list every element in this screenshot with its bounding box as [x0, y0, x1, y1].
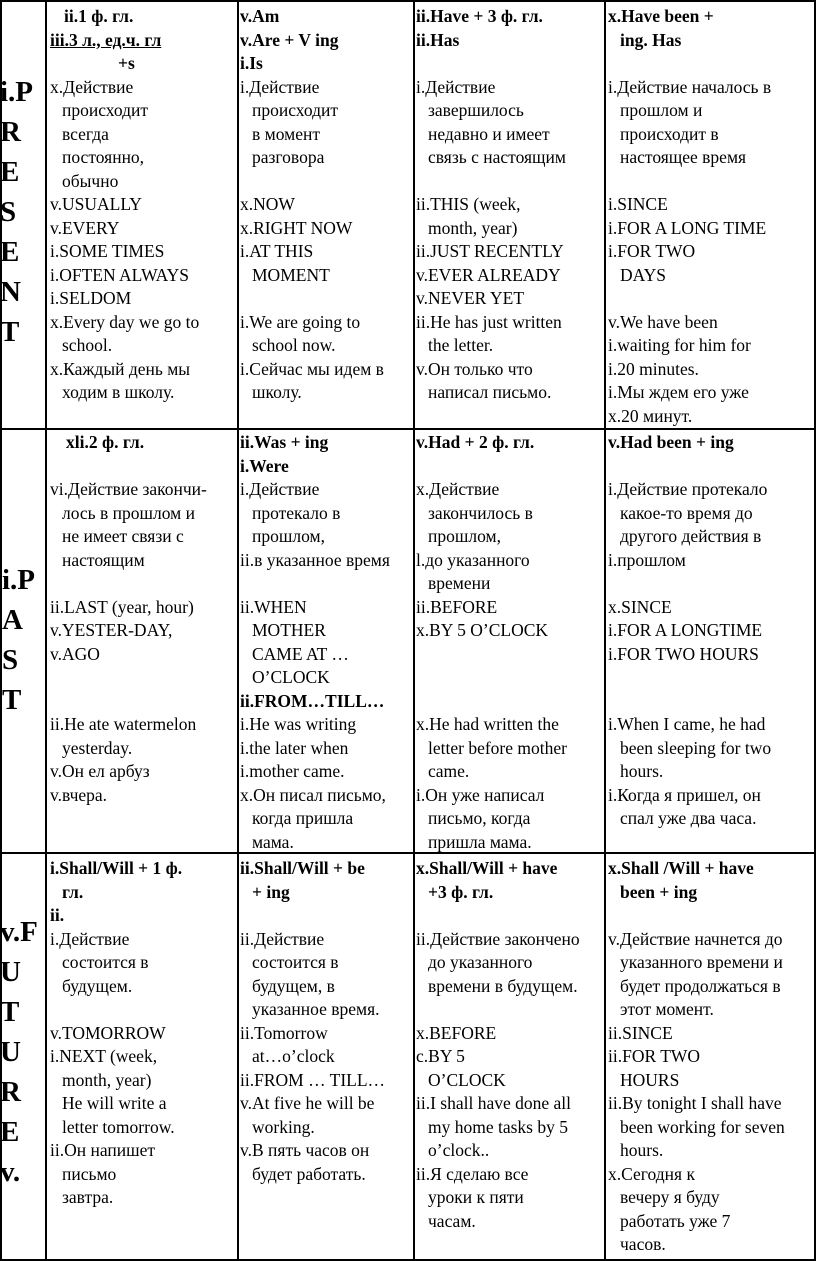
cell-line: ii.JUST RECENTLY	[416, 241, 564, 261]
cell-line: завтра.	[62, 1187, 114, 1207]
cell-line: происходит в	[620, 123, 719, 144]
cell-line: x.20 минут.	[608, 405, 693, 426]
cell-line: ii.	[50, 905, 65, 925]
cell-line: уроки к пяти	[428, 1187, 524, 1207]
cell-line: будущем.	[62, 975, 133, 996]
cell-line: ii.THIS (week,	[416, 194, 521, 214]
cell-line: состоится в	[252, 952, 339, 972]
cell-line: +s	[118, 53, 135, 73]
cell-line: been working for seven	[620, 1116, 785, 1137]
tense-label-letter: E	[0, 1116, 20, 1148]
cell-line: пришла мама.	[428, 831, 532, 852]
cell-line: часам.	[428, 1210, 476, 1231]
tense-label-letter: T	[2, 684, 22, 716]
cell-line: x.Действие	[50, 76, 134, 97]
cell-line: x.NOW	[240, 194, 295, 214]
row-divider	[0, 852, 816, 854]
cell-line: работать уже 7	[620, 1210, 731, 1231]
cell-line: school now.	[252, 335, 336, 355]
cell-line: часов.	[620, 1234, 666, 1254]
cell-line: month, year)	[62, 1069, 152, 1090]
cell-line: x.RIGHT NOW	[240, 217, 353, 238]
cell-line: HOURS	[620, 1069, 680, 1090]
cell-line: когда пришла	[252, 808, 354, 828]
cell-line: происходит	[252, 100, 339, 120]
tense-label-letter: U	[0, 1036, 21, 1068]
cell-line: v.EVERY	[50, 217, 120, 238]
cell-line: l.до указанного	[416, 549, 530, 570]
cell-line: всегда	[62, 123, 109, 144]
cell-line: ing. Has	[620, 29, 682, 50]
cell-line: ii.Tomorrow	[240, 1022, 328, 1043]
cell-line: вечеру я буду	[620, 1187, 720, 1207]
cell-line: x.Shall /Will + have	[608, 858, 754, 878]
cell-line: будет продолжаться в	[620, 975, 781, 996]
cell-line: O’CLOCK	[252, 667, 330, 687]
cell-line: x.Shall/Will + have	[416, 858, 558, 878]
tense-label-letter: T	[0, 316, 20, 348]
cell-line: the letter.	[428, 335, 494, 355]
table-border-top	[0, 0, 816, 2]
cell-line: обычно	[62, 170, 119, 191]
tense-label-letter: i.P	[2, 564, 36, 596]
cell-line: указанного времени и	[620, 952, 783, 972]
cell-line: x.Сегодня к	[608, 1163, 695, 1184]
cell-line: v.YESTER-DAY,	[50, 620, 173, 640]
cell-line: i.Действие протекало	[608, 479, 768, 499]
cell-line: letter tomorrow.	[62, 1116, 175, 1137]
cell-line: ii.1 ф. гл.	[64, 6, 134, 26]
cell-line: He will write a	[62, 1093, 167, 1113]
cell-line: v.Действие начнется до	[608, 928, 783, 949]
cell-line: hours.	[620, 1140, 664, 1160]
tense-label-letter: E	[0, 156, 20, 188]
cell-line: прошлом и	[620, 100, 703, 120]
cell-line: протекало в	[252, 502, 341, 523]
cell-line: ii.Was + ing	[240, 432, 329, 452]
cell-line: школу.	[252, 382, 302, 402]
cell-line: v.Are + V ing	[240, 29, 339, 50]
cell-line: ii.FROM … TILL…	[240, 1069, 386, 1090]
cell-line: letter before mother	[428, 737, 567, 758]
cell-line: ii.He ate watermelon	[50, 714, 197, 734]
cell-line: iii.3 л., ед.ч. гл	[50, 29, 162, 50]
cell-line: времени в будущем.	[428, 975, 578, 996]
cell-line: i.NEXT (week,	[50, 1046, 158, 1066]
cell-line: в момент	[252, 123, 320, 144]
cell-line: ii.Has	[416, 29, 460, 50]
cell-line: письмо	[62, 1163, 117, 1184]
cell-line: ii.Shall/Will + be	[240, 858, 365, 878]
cell-line: i.Он уже написал	[416, 784, 545, 805]
cell-line: x.Каждый день мы	[50, 358, 191, 379]
tense-label-letter: v.	[0, 1156, 21, 1188]
cell-line: ii.Действие	[240, 928, 325, 949]
cell-line: ii.BEFORE	[416, 596, 498, 617]
cell-line: i.прошлом	[608, 549, 686, 570]
cell-line: hours.	[620, 761, 664, 781]
cell-line: i.SELDOM	[50, 288, 132, 308]
tense-label-letter: N	[0, 276, 21, 308]
tense-label-letter: T	[0, 996, 20, 1028]
cell-line: i.Действие началось в	[608, 76, 772, 97]
cell-line: i.FOR A LONGTIME	[608, 620, 763, 640]
cell-line: i.waiting for him for	[608, 335, 751, 355]
cell-line: i.Когда я пришел, он	[608, 784, 761, 805]
cell-line: ii.SINCE	[608, 1022, 673, 1043]
cell-line: i.Действие	[50, 928, 130, 949]
cell-line: какое-то время до	[620, 502, 753, 523]
cell-line: v.Had been + ing	[608, 432, 734, 452]
cell-line: x.Have been +	[608, 6, 714, 26]
cell-line: другого действия в	[620, 526, 762, 546]
cell-line: гл.	[62, 881, 84, 902]
tense-label-future	[0, 912, 38, 1192]
cell-line: i.Действие	[416, 76, 496, 97]
cell-line: закончилось в	[428, 502, 533, 523]
cell-line: v.AGO	[50, 643, 100, 664]
tense-label-present	[0, 72, 33, 352]
cell-line: i.20 minutes.	[608, 358, 699, 379]
cell-line: v.вчера.	[50, 784, 108, 805]
cell-line: ii.Действие закончено	[416, 928, 580, 949]
cell-line: v.В пять часов он	[240, 1140, 370, 1160]
tense-label-letter: v.F	[0, 916, 38, 948]
cell-line: v.EVER ALREADY	[416, 264, 561, 285]
cell-line: i.Сейчас мы идем в	[240, 358, 384, 379]
cell-line: i.He was writing	[240, 714, 357, 734]
cell-line: ii.Have + 3 ф. гл.	[416, 6, 543, 26]
cell-line: i.When I came, he had	[608, 714, 766, 734]
cell-line: ii.Я сделаю все	[416, 1163, 529, 1184]
cell-line: v.At five he will be	[240, 1093, 375, 1113]
cell-line: ii.FROM…TILL…	[240, 690, 385, 711]
cell-line: v.NEVER YET	[416, 288, 525, 308]
cell-line: ii.WHEN	[240, 596, 307, 617]
cell-line: ii.I shall have done all	[416, 1093, 572, 1113]
cell-line: i.SOME TIMES	[50, 241, 165, 261]
tense-label-letter: i.P	[0, 76, 34, 108]
cell-line: i.FOR A LONG TIME	[608, 217, 767, 238]
cell-line: разговора	[252, 147, 325, 167]
cell-line: v.USUALLY	[50, 194, 142, 214]
cell-line: at…o’clock	[252, 1046, 335, 1066]
tense-label-letter: R	[0, 116, 21, 148]
cell-line: been + ing	[620, 881, 698, 902]
cell-line: x.He had written the	[416, 714, 559, 734]
cell-line: i.Мы ждем его уже	[608, 382, 749, 402]
cell-line: x.Он писал письмо,	[240, 784, 386, 805]
cell-line: i.mother came.	[240, 761, 345, 781]
tense-label-letter: S	[2, 644, 19, 676]
cell-line: month, year)	[428, 217, 518, 238]
cell-line: прошлом,	[252, 526, 325, 546]
cell-line: my home tasks by 5	[428, 1116, 568, 1137]
cell-line: v.TOMORROW	[50, 1022, 166, 1043]
cell-line: до указанного	[428, 952, 533, 972]
cell-line: ходим в школу.	[62, 382, 175, 402]
column-divider	[413, 0, 415, 1261]
cell-line: письмо, когда	[428, 808, 531, 828]
cell-line: i.Действие	[240, 76, 320, 97]
cell-line: этот момент.	[620, 999, 714, 1019]
cell-line: i.Is	[240, 53, 263, 73]
cell-line: x.Every day we go to	[50, 311, 200, 332]
cell-line: ii.LAST (year, hour)	[50, 596, 194, 617]
cell-line: o’clock..	[428, 1140, 490, 1160]
cell-line: i.Действие	[240, 479, 320, 499]
tense-label-letter: R	[0, 1076, 21, 1108]
cell-line: i.FOR TWO HOURS	[608, 643, 759, 664]
cell-line: ii.FOR TWO	[608, 1046, 701, 1066]
column-divider	[604, 0, 606, 1261]
cell-line: DAYS	[620, 264, 667, 285]
cell-line: i.Were	[240, 455, 289, 476]
cell-line: связь с настоящим	[428, 147, 566, 167]
cell-line: xli.2 ф. гл.	[66, 432, 145, 452]
cell-line: ii.в указанное время	[240, 549, 390, 570]
cell-line: будущем, в	[252, 975, 335, 996]
cell-line: настоящее время	[620, 147, 747, 167]
cell-line: x.BY 5 O’CLOCK	[416, 620, 549, 640]
cell-line: MOMENT	[252, 264, 330, 285]
tense-label-letter: A	[2, 604, 23, 636]
cell-line: +3 ф. гл.	[428, 881, 494, 902]
cell-line: x.BEFORE	[416, 1022, 497, 1043]
cell-line: i.AT THIS	[240, 241, 314, 261]
cell-line: x.Действие	[416, 479, 500, 499]
cell-line: написал письмо.	[428, 382, 552, 402]
cell-line: v.Am	[240, 6, 280, 26]
cell-line: i.the later when	[240, 737, 349, 758]
cell-line: + ing	[252, 881, 290, 902]
cell-line: v.We have been	[608, 311, 718, 332]
cell-line: i.SINCE	[608, 194, 668, 214]
cell-line: c.BY 5	[416, 1046, 465, 1066]
cell-line: yesterday.	[62, 737, 133, 758]
cell-line: O’CLOCK	[428, 1069, 506, 1090]
cell-line: прошлом,	[428, 526, 501, 546]
tense-label-letter: U	[0, 956, 21, 988]
cell-line: будет работать.	[252, 1163, 366, 1184]
cell-line: завершилось	[428, 100, 524, 120]
tense-label-past	[2, 560, 35, 720]
cell-line: происходит	[62, 100, 149, 120]
cell-line: v.Он только что	[416, 358, 533, 379]
cell-line: been sleeping for two	[620, 737, 772, 758]
cell-line: состоится в	[62, 952, 149, 972]
cell-line: ii.Он напишет	[50, 1140, 155, 1160]
tense-label-letter: S	[0, 196, 17, 228]
column-divider	[237, 0, 239, 1261]
cell-line: vi.Действие закончи-	[50, 479, 207, 499]
cell-line: i.Shall/Will + 1 ф.	[50, 858, 183, 878]
cell-line: MOTHER	[252, 620, 326, 640]
cell-line: working.	[252, 1116, 315, 1137]
cell-line: не имеет связи с	[62, 526, 184, 546]
cell-line: постоянно,	[62, 147, 145, 167]
cell-line: указанное время.	[252, 999, 380, 1019]
cell-line: CAME AT …	[252, 643, 349, 664]
cell-line: настоящим	[62, 549, 145, 570]
cell-line: v.Had + 2 ф. гл.	[416, 432, 535, 452]
cell-line: мама.	[252, 831, 294, 852]
cell-line: came.	[428, 761, 470, 781]
cell-line: ii.He has just written	[416, 311, 562, 332]
cell-line: i.We are going to	[240, 311, 361, 332]
cell-line: school.	[62, 335, 113, 355]
cell-line: лось в прошлом и	[62, 502, 195, 523]
cell-line: времени	[428, 573, 491, 593]
column-divider	[45, 0, 47, 1261]
cell-line: v.Он ел арбуз	[50, 761, 150, 781]
cell-line: спал уже два часа.	[620, 808, 757, 828]
cell-line: x.SINCE	[608, 596, 672, 617]
cell-line: i.FOR TWO	[608, 241, 696, 261]
cell-line: ii.By tonight I shall have	[608, 1093, 782, 1113]
cell-line: недавно и имеет	[428, 123, 550, 144]
cell-line: i.OFTEN ALWAYS	[50, 264, 190, 285]
tense-label-letter: E	[0, 236, 20, 268]
